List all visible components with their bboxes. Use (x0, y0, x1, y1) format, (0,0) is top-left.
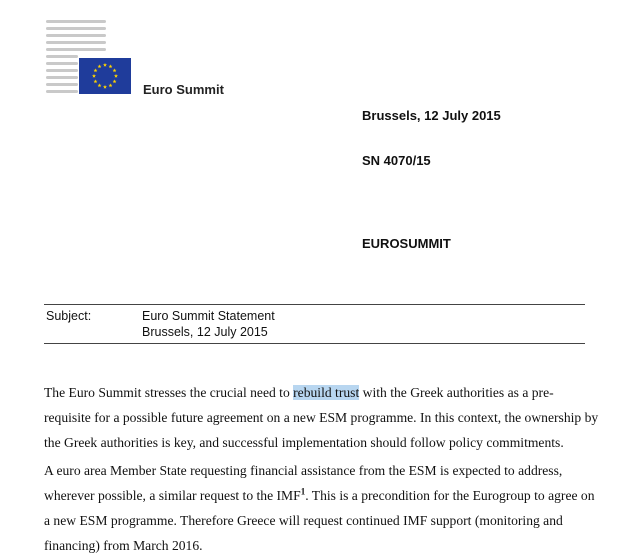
subject-label: Subject: (46, 309, 92, 323)
footnote-reference[interactable]: 1 (300, 486, 306, 497)
divider (44, 304, 585, 305)
subject-place-date: Brussels, 12 July 2015 (142, 325, 268, 339)
eu-flag-icon (79, 58, 131, 94)
logo-bar (46, 55, 78, 58)
star-icon (98, 64, 102, 68)
logo-bar (46, 48, 106, 51)
star-icon (113, 68, 117, 72)
paragraph-1 (44, 380, 600, 455)
document-code: EUROSUMMIT (362, 236, 451, 251)
paragraph-text: The Euro Summit stresses the crucial need to (44, 385, 294, 400)
star-icon (92, 74, 96, 78)
star-icon (93, 79, 97, 83)
paragraph-text: with the Greek authorities as a pre-requisite for a possible future agreement on a new ESM programme. In this context, the ownership by the Greek authorities is key, and successful implementation should follow policy commitments. (44, 385, 599, 450)
logo-bar (46, 69, 78, 72)
logo-bar (46, 27, 106, 30)
subject-title: Euro Summit Statement (142, 309, 275, 323)
selected-text-highlight[interactable]: rebuild trust (293, 385, 360, 400)
logo-bar (46, 76, 78, 79)
paragraph-2 (44, 458, 600, 558)
star-icon (109, 64, 113, 68)
document-reference: SN 4070/15 (362, 153, 431, 168)
eu-stars-icon (79, 58, 131, 94)
logo-bar (46, 41, 106, 44)
star-icon (98, 83, 102, 87)
star-icon (113, 79, 117, 83)
logo-bar (46, 34, 106, 37)
logo-bar (46, 20, 106, 23)
logo-bar (46, 90, 78, 93)
euro-summit-logo (46, 20, 134, 96)
star-icon (103, 85, 107, 89)
paragraph-text: A euro area Member State requesting financial assistance from the ESM is expected to address, wherever possible, a similar request to the IMF (44, 463, 563, 503)
divider (44, 343, 585, 344)
star-icon (114, 74, 118, 78)
logo-bar (46, 62, 78, 65)
star-icon (109, 83, 113, 87)
logo-bar (46, 83, 78, 86)
paragraph-text: . This is a precondition for the Eurogroup to agree on a new ESM programme. Therefore Greece will request continued IMF support (monitoring and financing) from March 2016. (44, 488, 595, 553)
star-icon (103, 63, 107, 67)
org-name: Euro Summit (143, 82, 224, 97)
star-icon (93, 68, 97, 72)
document-date: Brussels, 12 July 2015 (362, 108, 501, 123)
